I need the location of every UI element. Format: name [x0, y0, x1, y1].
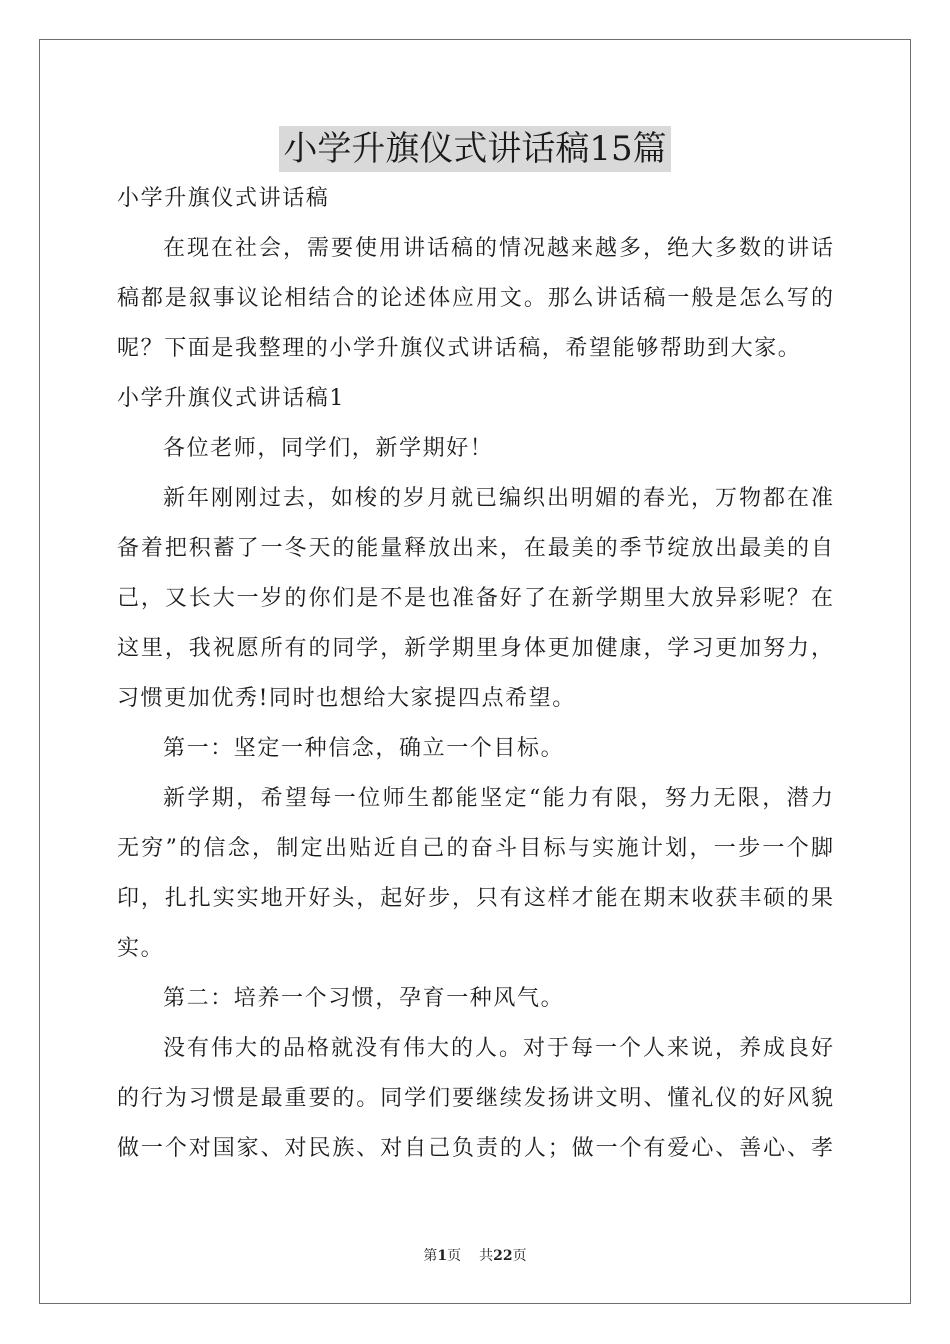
footer-page-mid: 页	[447, 1248, 462, 1264]
footer-page-total: 22	[493, 1248, 513, 1264]
paragraph-line: 新学期，希望每一位师生都能坚定“能力有限，努力无限，潜力	[163, 786, 833, 811]
paragraph-line: 稿都是叙事议论相结合的论述体应用文。那么讲话稿一般是怎么写的	[117, 286, 833, 311]
subheading-intro: 小学升旗仪式讲话稿	[117, 186, 330, 211]
paragraph-line: 备着把积蓄了一冬天的能量释放出来，在最美的季节绽放出最美的自	[117, 536, 833, 561]
point-heading: 第一：坚定一种信念，确立一个目标。	[163, 736, 565, 761]
paragraph-line: 做一个对国家、对民族、对自己负责的人；做一个有爱心、善心、孝	[117, 1136, 833, 1161]
paragraph-line: 没有伟大的品格就没有伟大的人。对于每一个人来说，养成良好	[163, 1036, 833, 1061]
paragraph-line: 在现在社会，需要使用讲话稿的情况越来越多，绝大多数的讲话	[163, 236, 833, 261]
paragraph-line: 新年刚刚过去，如梭的岁月就已编织出明媚的春光，万物都在准	[163, 486, 833, 511]
paragraph-line: 的行为习惯是最重要的。同学们要继续发扬讲文明、懂礼仪的好风貌	[117, 1086, 833, 1111]
footer-page-current: 1	[437, 1248, 448, 1264]
paragraph-line: 实。	[117, 936, 165, 961]
paragraph-line: 印，扎扎实实地开好头，起好步，只有这样才能在期末收获丰硕的果	[117, 886, 833, 911]
footer-page-prefix: 第	[423, 1248, 438, 1264]
paragraph-line: 呢？下面是我整理的小学升旗仪式讲话稿，希望能够帮助到大家。	[117, 336, 802, 361]
paragraph-line: 己，又长大一岁的你们是不是也准备好了在新学期里大放异彩呢？在	[117, 586, 833, 611]
paragraph-line: 这里，我祝愿所有的同学，新学期里身体更加健康，学习更加努力，	[117, 636, 833, 661]
page-footer	[0, 1246, 950, 1266]
title-container	[0, 126, 950, 172]
paragraph-line: 无穷”的信念，制定出贴近自己的奋斗目标与实施计划，一步一个脚	[117, 836, 833, 861]
footer-total-prefix: 共	[479, 1248, 494, 1264]
paragraph-line: 习惯更加优秀!同时也想给大家提四点希望。	[117, 686, 576, 711]
document-title: 小学升旗仪式讲话稿15篇	[279, 126, 670, 172]
point-heading: 第二：培养一个习惯，孕育一种风气。	[163, 986, 565, 1011]
footer-total-suffix: 页	[512, 1248, 527, 1264]
page-border	[39, 39, 911, 1304]
greeting-line: 各位老师，同学们，新学期好！	[163, 436, 494, 461]
section-heading: 小学升旗仪式讲话稿1	[117, 386, 345, 411]
